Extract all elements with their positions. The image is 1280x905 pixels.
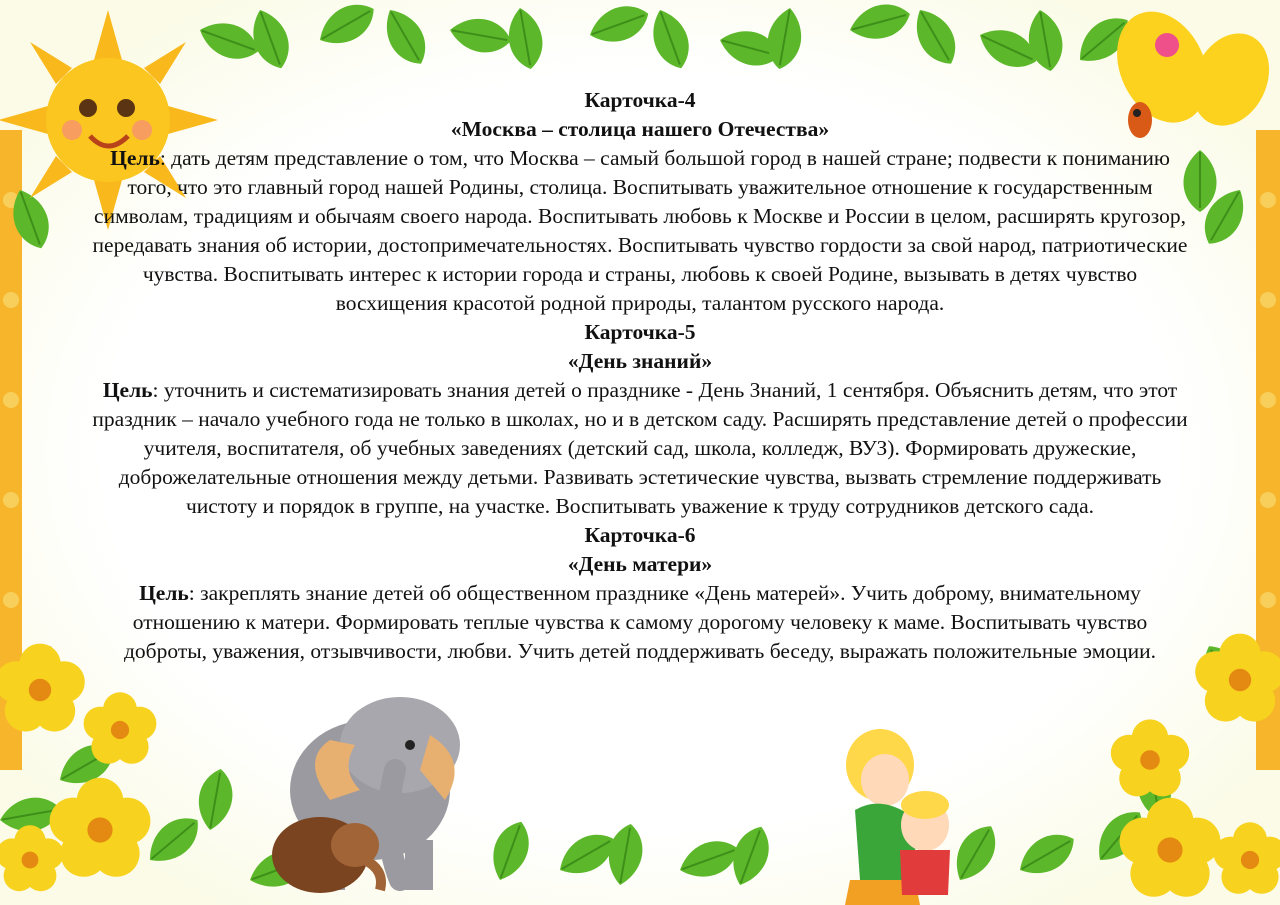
card-6 (92, 521, 1188, 666)
card-title: «День знаний» (567, 349, 713, 373)
card-number: Карточка-4 (584, 88, 696, 112)
goal-text: : дать детям представление о том, что Москва – самый большой город в нашей стране; подвести к пониманию того, что это главный город нашей Родины, столица. Воспитывать уважительное отношение к государственным символам, традициям и обычаям своего народа. Воспитывать любовь к Москве и России в целом, расширять кругозор, передавать знания об истории, достопримечательностях. Воспитывать чувство гордости за свой народ, патриотические чувства. Воспитывать интерес к истории города и страны, любовь к своей Родине, вызывать в детях чувство восхищения красотой родной природы, талантом русского народа. (92, 146, 1188, 315)
card-goal (92, 144, 1188, 318)
cards-content (92, 86, 1188, 666)
card-4 (92, 86, 1188, 318)
card-number: Карточка-6 (584, 523, 696, 547)
card-goal (92, 376, 1188, 521)
goal-label: Цель (139, 581, 189, 605)
goal-label: Цель (110, 146, 160, 170)
card-5 (92, 318, 1188, 521)
card-goal (92, 579, 1188, 666)
card-number: Карточка-5 (584, 320, 696, 344)
card-title: «День матери» (567, 552, 713, 576)
goal-text: : уточнить и систематизировать знания детей о празднике - День Знаний, 1 сентября. Объяснить детям, что этот праздник – начало учебного года не только в школах, но и в детском саду. Расширять представление детей о профессии учителя, воспитателя, об учебных заведениях (детский сад, школа, колледж, ВУЗ). Формировать дружеские, доброжелательные отношения между детьми. Развивать эстетические чувства, вызвать стремление поддерживать чистоту и порядок в группе, на участке. Воспитывать уважение к труду сотрудников детского сада. (92, 378, 1188, 518)
goal-label: Цель (102, 378, 153, 402)
card-title: «Москва – столица нашего Отечества» (450, 117, 830, 141)
goal-text: : закреплять знание детей об общественном празднике «День матерей». Учить доброму, внимательному отношению к матери. Формировать теплые чувства к самому дорогому человеку к маме. Воспитывать чувство доброты, уважения, отзывчивости, любви. Учить детей поддерживать беседу, выражать положительные эмоции. (123, 581, 1156, 663)
